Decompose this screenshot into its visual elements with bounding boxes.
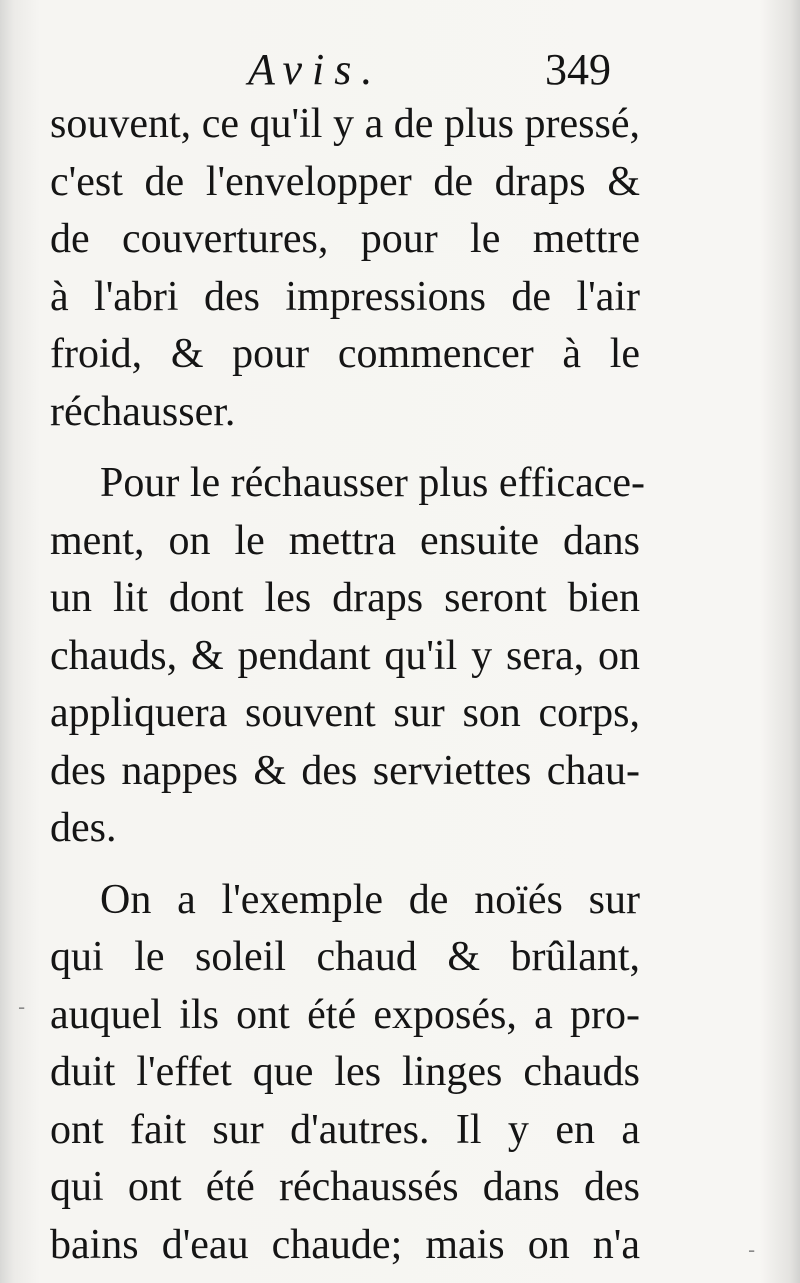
running-head: Avis.	[248, 45, 383, 94]
body-text	[50, 96, 645, 1274]
text-line: ont fait sur d'autres. Il y en a	[50, 1106, 640, 1153]
paragraph-gap	[50, 441, 640, 455]
paragraph-3	[50, 872, 640, 1275]
text-line: chauds, & pendant qu'il y sera, on	[50, 632, 640, 679]
text-line: des nappes & des serviettes chau-	[50, 747, 640, 794]
text-line: ment, on le mettra ensuite dans	[50, 517, 640, 564]
text-line: duit l'effet que les linges chauds	[50, 1049, 640, 1095]
text-line: souvent, ce qu'il y a de plus pressé,	[50, 101, 640, 147]
text-line: Pour le réchausser plus efficace-	[100, 460, 645, 506]
text-line: qui le soleil chaud & brûlant,	[50, 934, 640, 980]
text-line: On a l'exemple de noïés sur	[100, 876, 640, 923]
text-line: des.	[50, 805, 117, 851]
paragraph-1	[50, 96, 640, 441]
text-line: réchausser.	[50, 388, 236, 435]
text-line: de couvertures, pour le mettre	[50, 216, 640, 262]
paragraph-gap	[50, 858, 640, 872]
text-line: c'est de l'envelopper de draps &	[50, 158, 640, 205]
page-number: 349	[545, 45, 611, 94]
text-line: à l'abri des impressions de l'air	[50, 273, 640, 320]
text-line: qui ont été réchaussés dans des	[50, 1164, 640, 1210]
text-line: froid, & pour commencer à le	[50, 331, 640, 377]
page-header	[0, 38, 800, 98]
margin-mark: -	[748, 1238, 756, 1262]
text-line: un lit dont les draps seront bien	[50, 575, 640, 621]
margin-mark: -	[18, 995, 26, 1019]
text-line: auquel ils ont été exposés, a pro-	[50, 991, 640, 1038]
text-line: appliquera souvent sur son corps,	[50, 690, 640, 736]
paragraph-2	[50, 455, 645, 858]
text-line: bains d'eau chaude; mais on n'a	[50, 1221, 640, 1268]
